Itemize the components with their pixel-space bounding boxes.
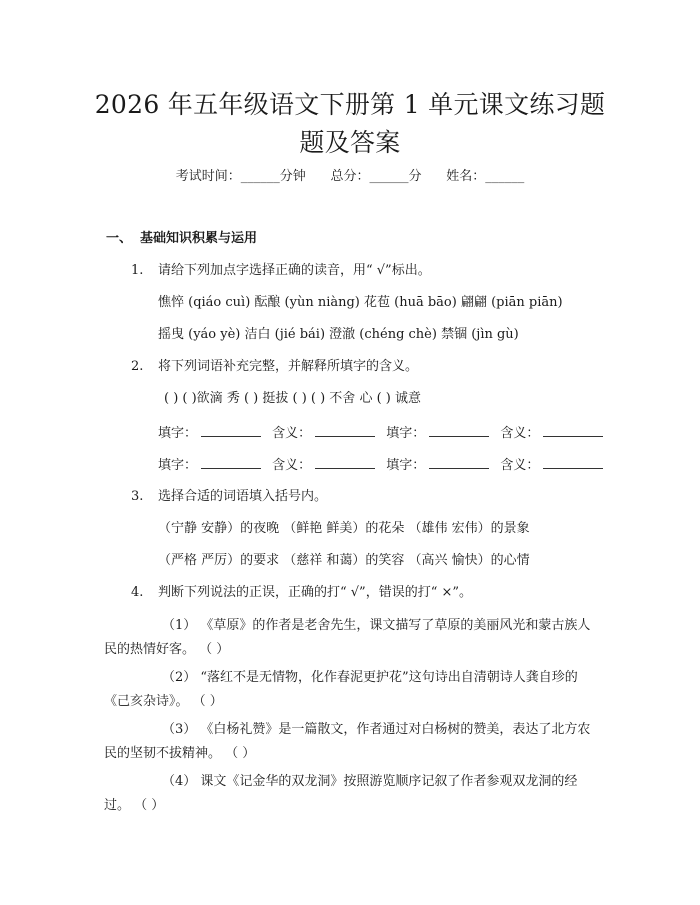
section-title: 基础知识积累与运用 <box>140 231 258 246</box>
judgement-item-2: （2） “落红不是无情物，化作春泥更护花”这句诗出自清朝诗人龚自珍的《己亥杂诗》。 （ ） <box>104 670 578 709</box>
question-3-row-2: （严格 严厉）的要求 （慈祥 和蔼）的笑容 （高兴 愉快）的心情 <box>158 553 530 568</box>
judgement-item-4: （4） 课文《记金华的双龙洞》按照游览顺序记叙了作者参观双龙洞的经过。 （ ） <box>104 774 578 813</box>
title-line-2: 题及答案 <box>299 128 401 157</box>
question-number-4: 4. <box>131 585 144 600</box>
exam-info: 考试时间：______分钟 总分：______分 姓名：______ <box>175 169 525 184</box>
fill-cell <box>386 422 496 445</box>
question-2-words: ( ) ( )欲滴 秀 ( ) 挺拔 ( ) ( ) 不舍 心 ( ) 诚意 <box>164 391 421 406</box>
meaning-cell <box>500 454 603 477</box>
question-number-1: 1. <box>131 263 144 278</box>
judgement-item-1: （1） 《草原》的作者是老舍先生，课文描写了草原的美丽风光和蒙古族人民的热情好客。 （ ） <box>104 618 591 657</box>
fill-cell <box>158 422 268 445</box>
fill-label: 填字： <box>386 458 426 473</box>
meaning-label: 含义： <box>272 458 312 473</box>
fill-row-1 <box>158 422 603 445</box>
meaning-blank[interactable] <box>543 454 603 469</box>
fill-row-2 <box>158 454 603 477</box>
fill-label: 填字： <box>386 426 426 441</box>
title-line-1: 2026 年五年级语文下册第 1 单元课文练习题 <box>94 90 606 119</box>
question-number-3: 3. <box>131 489 144 504</box>
question-3-text: 选择合适的词语填入括号内。 <box>158 489 328 504</box>
meaning-cell <box>272 422 382 445</box>
meaning-label: 含义： <box>500 426 540 441</box>
section-number: 一、 <box>106 231 133 246</box>
question-1-text: 请给下列加点字选择正确的读音，用“ √”标出。 <box>158 263 431 278</box>
question-1-row-1: 憔悴 (qiáo cuì) 酝酿 (yùn niàng) 花苞 (huā bāo) 翩翩 (piān piān) <box>158 295 563 310</box>
fill-label: 填字： <box>158 426 198 441</box>
document-title <box>60 86 640 162</box>
fill-blank[interactable] <box>201 454 261 469</box>
question-4-text: 判断下列说法的正误，正确的打“ √”，错误的打“ ×”。 <box>158 585 473 600</box>
fill-blank[interactable] <box>201 422 261 437</box>
fill-blank[interactable] <box>429 422 489 437</box>
meaning-cell <box>500 422 603 445</box>
meaning-label: 含义： <box>500 458 540 473</box>
meaning-blank[interactable] <box>315 422 375 437</box>
fill-blank[interactable] <box>429 454 489 469</box>
meaning-blank[interactable] <box>543 422 603 437</box>
meaning-cell <box>272 454 382 477</box>
question-1-row-2: 摇曳 (yáo yè) 洁白 (jié bái) 澄澈 (chéng chè) 禁锢 (jìn gù) <box>158 327 519 342</box>
meaning-blank[interactable] <box>315 454 375 469</box>
fill-cell <box>386 454 496 477</box>
judgement-item-3: （3） 《白杨礼赞》是一篇散文，作者通过对白杨树的赞美，表达了北方农民的坚韧不拔精神。 （ ） <box>104 722 591 761</box>
question-3-row-1: （宁静 安静）的夜晚 （鲜艳 鲜美）的花朵 （雄伟 宏伟）的景象 <box>158 521 530 536</box>
question-number-2: 2. <box>131 359 144 374</box>
meaning-label: 含义： <box>272 426 312 441</box>
fill-label: 填字： <box>158 458 198 473</box>
fill-cell <box>158 454 268 477</box>
question-2-text: 将下列词语补充完整，并解释所填字的含义。 <box>158 359 419 374</box>
section-heading <box>106 228 257 250</box>
